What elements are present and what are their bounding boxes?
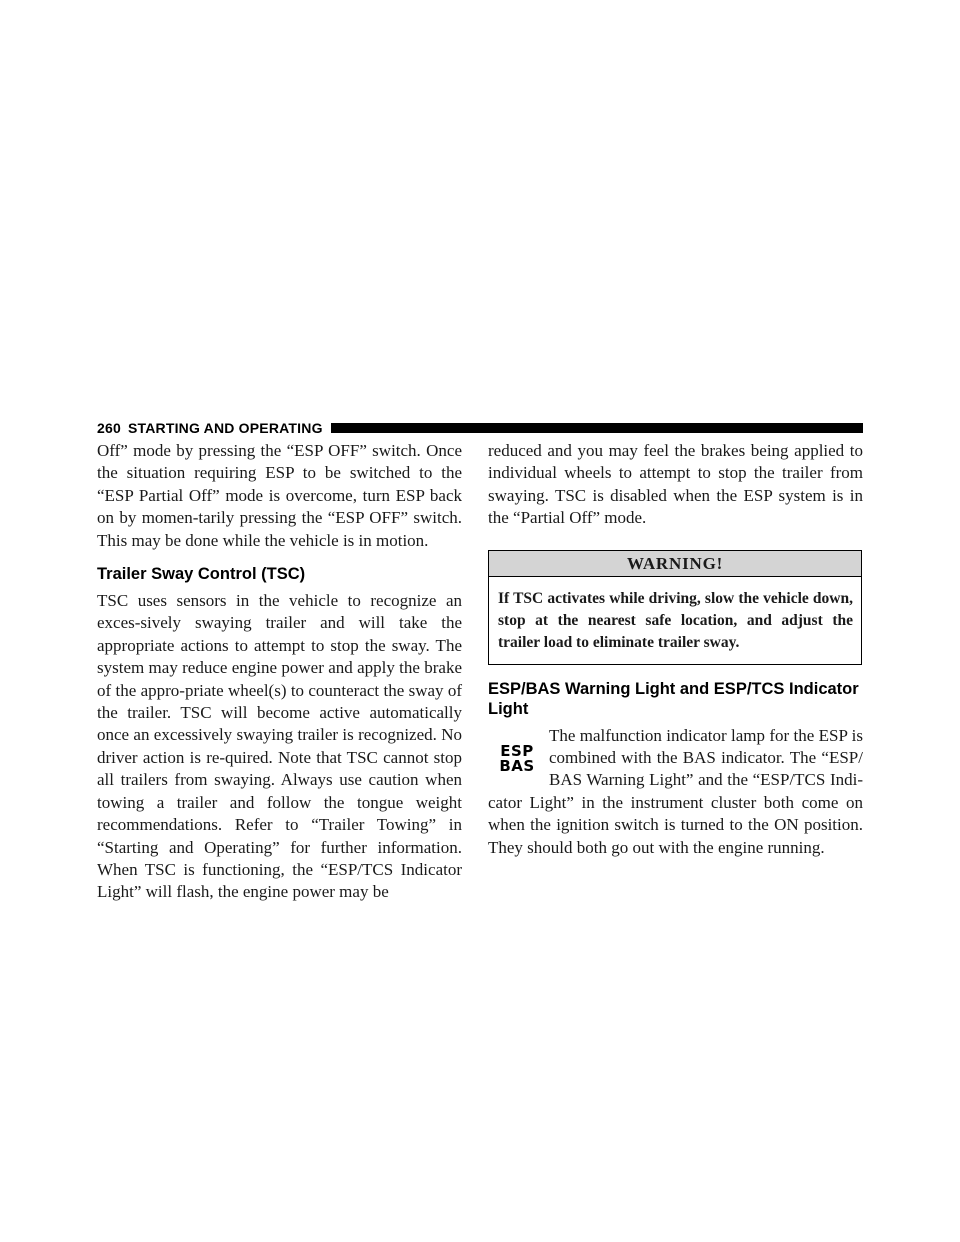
warning-text: If TSC activates while driving, slow the vehicle down, stop at the nearest safe location, and adjust the trailer load to eliminate trailer sway. (498, 589, 853, 651)
warning-box (488, 550, 862, 665)
icon-line-bas: BAS (499, 756, 535, 775)
left-column (97, 440, 462, 904)
icon-line-esp: ESP (500, 741, 534, 760)
esp-bas-warning-icon (488, 731, 546, 787)
tsc-paragraph: TSC uses sensors in the vehicle to recognize an exces-sively swaying trailer and will take the appropriate actions to attempt to stop the sway. The system may reduce engine power and apply the brake of the appro-priate wheel(s) to counteract the sway of the trailer. TSC will become active automatically once an excessively swaying trailer is recognized. No driver action is re-quired. Note that TSC cannot stop all trailers from swaying. Always use caution when towing a trailer and follow the tongue weight recommendations. Refer to “Trailer Towing” in “Starting and Operating” for further information. When TSC is functioning, the “ESP/TCS Indicator Light” will flash, the engine power may be (97, 591, 462, 902)
indicator-paragraph: The malfunction indicator lamp for the ESP is combined with the BAS indicator. The “ESP/ BAS Warning Light” and the “ESP/TCS Indi-cator Light” in the instrument cluster both come on when the ignition switch is turned to the ON position. They should both go out with the engine running. (488, 725, 863, 857)
warning-title: WARNING! (489, 551, 861, 577)
section-title: STARTING AND OPERATING (127, 420, 323, 436)
page-header (97, 418, 863, 438)
header-rule (331, 423, 863, 433)
tsc-heading: Trailer Sway Control (TSC) (97, 565, 306, 584)
right-column (488, 440, 863, 859)
esp-off-paragraph: Off” mode by pressing the “ESP OFF” switch. Once the situation requiring ESP to be switched to the “ESP Partial Off” mode is overcome, turn ESP back on by momen-tarily pressing the “ESP OFF” switch. This may be done while the vehicle is in motion. (97, 441, 462, 550)
esp-bas-heading: ESP/BAS Warning Light and ESP/TCS Indicator Light (488, 679, 859, 718)
page-number: 260 (97, 420, 121, 436)
indicator-section (488, 725, 863, 859)
tsc-continued-paragraph: reduced and you may feel the brakes being applied to individual wheels to attempt to stop the trailer from swaying. TSC is disabled when the ESP system is in the “Partial Off” mode. (488, 441, 863, 528)
